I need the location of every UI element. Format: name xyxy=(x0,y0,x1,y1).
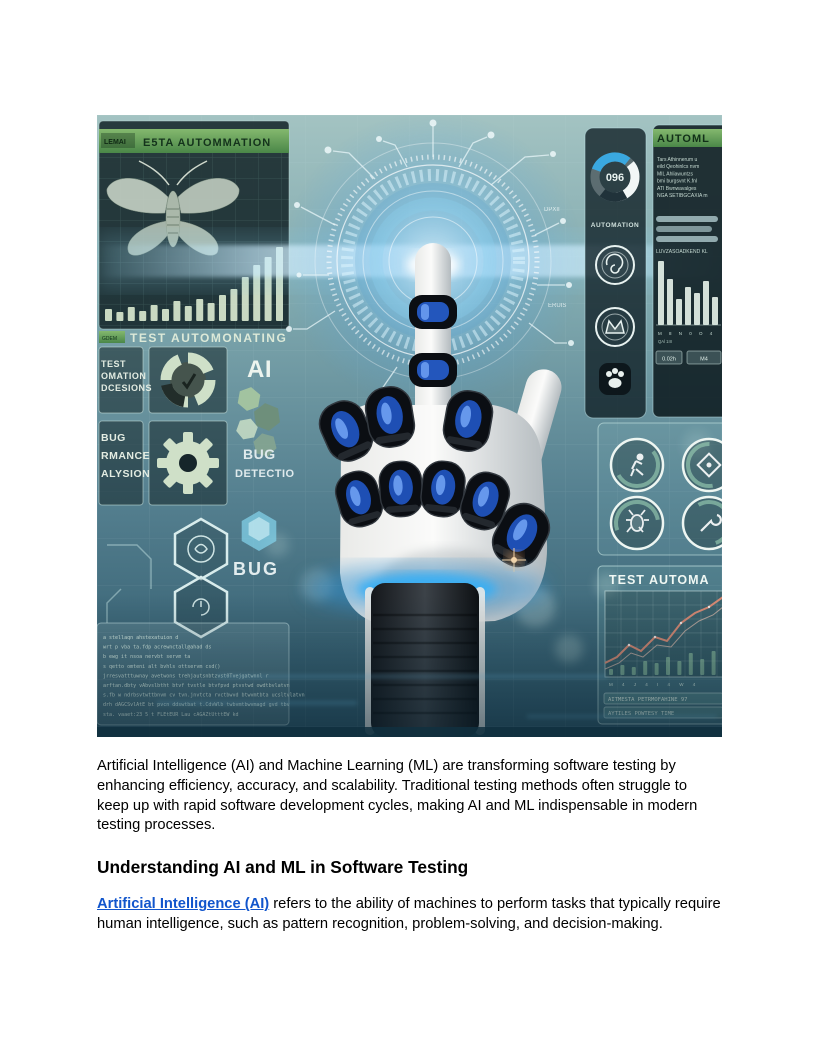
panel-test-icons xyxy=(598,423,722,555)
tile-b1-line2: RMANCE xyxy=(101,450,151,462)
svg-text:ATI Bwnwavalges: ATI Bwnwavalges xyxy=(657,185,697,192)
panel-tr-header: AUTOML xyxy=(657,133,710,145)
chart-br-header: TEST AUTOMA xyxy=(609,573,710,587)
tr-mid-label: LUVZASOADKEND KL xyxy=(656,249,708,255)
strip-badge: GDEM xyxy=(102,336,117,342)
segmented-circle-icon xyxy=(163,355,214,406)
tile-b1-line1: BUG xyxy=(101,432,126,444)
paragraph-ai-rest: refers to the ability of machines to perform tasks that typically require human intelligence, such as pattern recognition, problem-solving, and decision-making. xyxy=(97,896,721,932)
paw-icon xyxy=(599,363,631,395)
svg-text:NGA SETIBGCAXIA m: NGA SETIBGCAXIA m xyxy=(657,193,708,199)
donut-value: 096 xyxy=(605,172,625,184)
paragraph-ai xyxy=(97,895,722,935)
tr-axis-2: QAl 1III xyxy=(658,339,672,344)
panel-test-automation xyxy=(99,121,289,329)
svg-text:bmi burgsvnt K.fnl: bmi burgsvnt K.fnl xyxy=(657,178,698,185)
circuit-label-2: ERUIS xyxy=(548,303,567,309)
ai-label: AI xyxy=(247,356,272,383)
tile-b1-line3: ALYSION xyxy=(101,468,151,480)
tile-a1-line3: DCESIONS xyxy=(101,383,153,393)
svg-text:eild Qeohinlcs nvm: eild Qeohinlcs nvm xyxy=(657,164,700,171)
tr-axis-1: M 8 N 0 O 4 xyxy=(658,331,716,336)
gear-icon xyxy=(157,432,219,494)
panel-tl-badge: LEMAI xyxy=(104,139,126,146)
progress-bars xyxy=(656,216,718,242)
circuit-label-1: DPXII xyxy=(544,207,560,213)
strip-title: TEST AUTOMONATING xyxy=(130,331,288,345)
donut-label: AUTOMATION xyxy=(590,222,640,229)
panel-automl xyxy=(653,125,722,417)
ai-definition-link[interactable]: Artificial Intelligence (AI) xyxy=(97,896,270,913)
tr-button-2: M4 xyxy=(700,356,708,363)
bug-detection-line2: DETECTIO xyxy=(235,468,295,480)
tile-a1-line1: TEST xyxy=(101,359,127,369)
tile-a1-line2: OMATION xyxy=(101,371,147,381)
hero-image xyxy=(97,115,722,737)
panel-automation-status xyxy=(585,128,646,418)
section-heading: Understanding AI and ML in Software Testing xyxy=(97,857,469,878)
spiral-icon xyxy=(596,246,634,284)
paragraph-intro: Artificial Intelligence (AI) and Machine Learning (ML) are transforming software testing by enhancing efficiency, accuracy, and scalability. Traditional testing methods often struggle to keep up with rapid software development cycles, making AI and ML indispensable in modern testing processes. xyxy=(97,758,698,834)
bug-label: BUG xyxy=(233,559,279,579)
document-body xyxy=(97,757,722,935)
svg-text:Tars Athinnerum u: Tars Athinnerum u xyxy=(657,157,698,163)
tr-button-1: 0.02h xyxy=(662,356,676,363)
bug-detection-line1: BUG xyxy=(243,446,276,462)
hero-illustration xyxy=(97,115,722,737)
panel-tl-header: E5TA AUTOMMATION xyxy=(143,137,272,149)
svg-text:MIL Ahliawuntzs: MIL Ahliawuntzs xyxy=(657,171,693,178)
